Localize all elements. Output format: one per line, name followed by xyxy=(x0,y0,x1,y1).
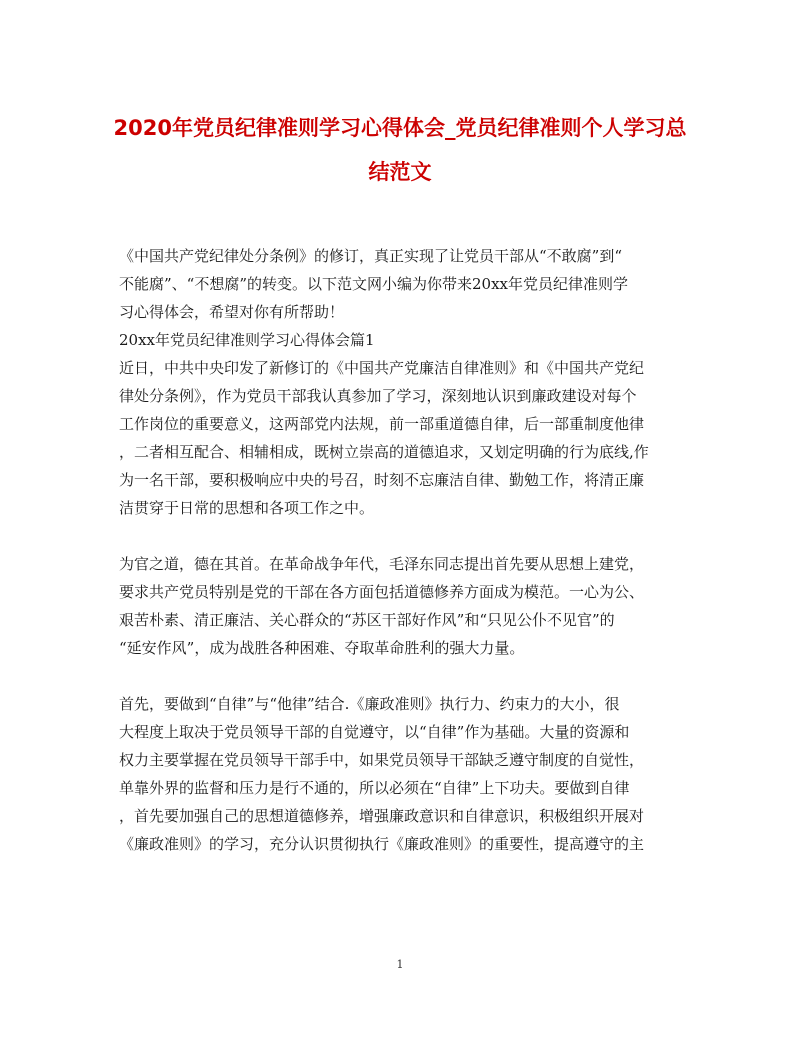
paragraph-line: 近日，中共中央印发了新修订的《中国共产党廉洁自律准则》和《中国共产党纪 xyxy=(119,359,645,377)
paragraph-line: 首先，要做到“自律”与“他律”结合.《廉政准则》执行力、约束力的大小，很 xyxy=(119,695,620,713)
document-title xyxy=(100,106,700,194)
paragraph-line: 为官之道，德在其首。在革命战争年代，毛泽东同志提出首先要从思想上建党， xyxy=(119,555,645,573)
paragraph-line: “延安作风”，成为战胜各种困难、夺取革命胜利的强大力量。 xyxy=(119,639,525,657)
title-line-2: 结范文 xyxy=(368,160,432,184)
paragraph-line: 《廉政准则》的学习，充分认识贯彻执行《廉政准则》的重要性，提高遵守的主 xyxy=(119,835,645,853)
paragraph-line: 《中国共产党纪律处分条例》的修订，真正实现了让党员干部从“不敢腐”到“ xyxy=(119,247,623,265)
paragraph-line: ，首先要加强自己的思想道德修养，增强廉政意识和自律意识，积极组织开展对 xyxy=(119,807,645,825)
paragraph-line: 工作岗位的重要意义，这两部党内法规，前一部重道德自律，后一部重制度他律 xyxy=(119,415,645,433)
section-heading: 20xx年党员纪律准则学习心得体会篇1 xyxy=(119,331,375,349)
paragraph-line: 律处分条例》，作为党员干部我认真参加了学习，深刻地认识到廉政建设对每个 xyxy=(119,387,637,405)
paragraph-line: 习心得体会，希望对你有所帮助！ xyxy=(119,303,345,321)
paragraph-gap xyxy=(119,662,681,690)
paragraph-line: ，二者相互配合、相辅相成，既树立崇高的道德追求，又划定明确的行为底线,作 xyxy=(119,443,649,461)
page-number: 1 xyxy=(396,958,404,971)
paragraph-gap xyxy=(119,522,681,550)
paragraph-line: 大程度上取决于党员领导干部的自觉遵守，以“自律”作为基础。大量的资源和 xyxy=(119,723,630,741)
paragraph-line: 要求共产党员特别是党的干部在各方面包括道德修养方面成为模范。一心为公、 xyxy=(119,583,645,601)
paragraph-line: 不能腐”、“不想腐”的转变。以下范文网小编为你带来20xx年党员纪律准则学 xyxy=(119,275,629,293)
paragraph-line: 洁贯穿于日常的思想和各项工作之中。 xyxy=(119,499,375,517)
title-line-1: 2020年党员纪律准则学习心得体会_党员纪律准则个人学习总 xyxy=(113,116,687,140)
document-body xyxy=(119,242,681,858)
paragraph-line: 为一名干部，要积极响应中央的号召，时刻不忘廉洁自律、勤勉工作，将清正廉 xyxy=(119,471,645,489)
paragraph-line: 权力主要掌握在党员领导干部手中，如果党员领导干部缺乏遵守制度的自觉性， xyxy=(119,751,645,769)
paragraph-line: 单靠外界的监督和压力是行不通的，所以必须在“自律”上下功夫。要做到自律 xyxy=(119,779,630,797)
paragraph-line: 艰苦朴素、清正廉洁、关心群众的“苏区干部好作风”和“只见公仆不见官”的 xyxy=(119,611,615,629)
